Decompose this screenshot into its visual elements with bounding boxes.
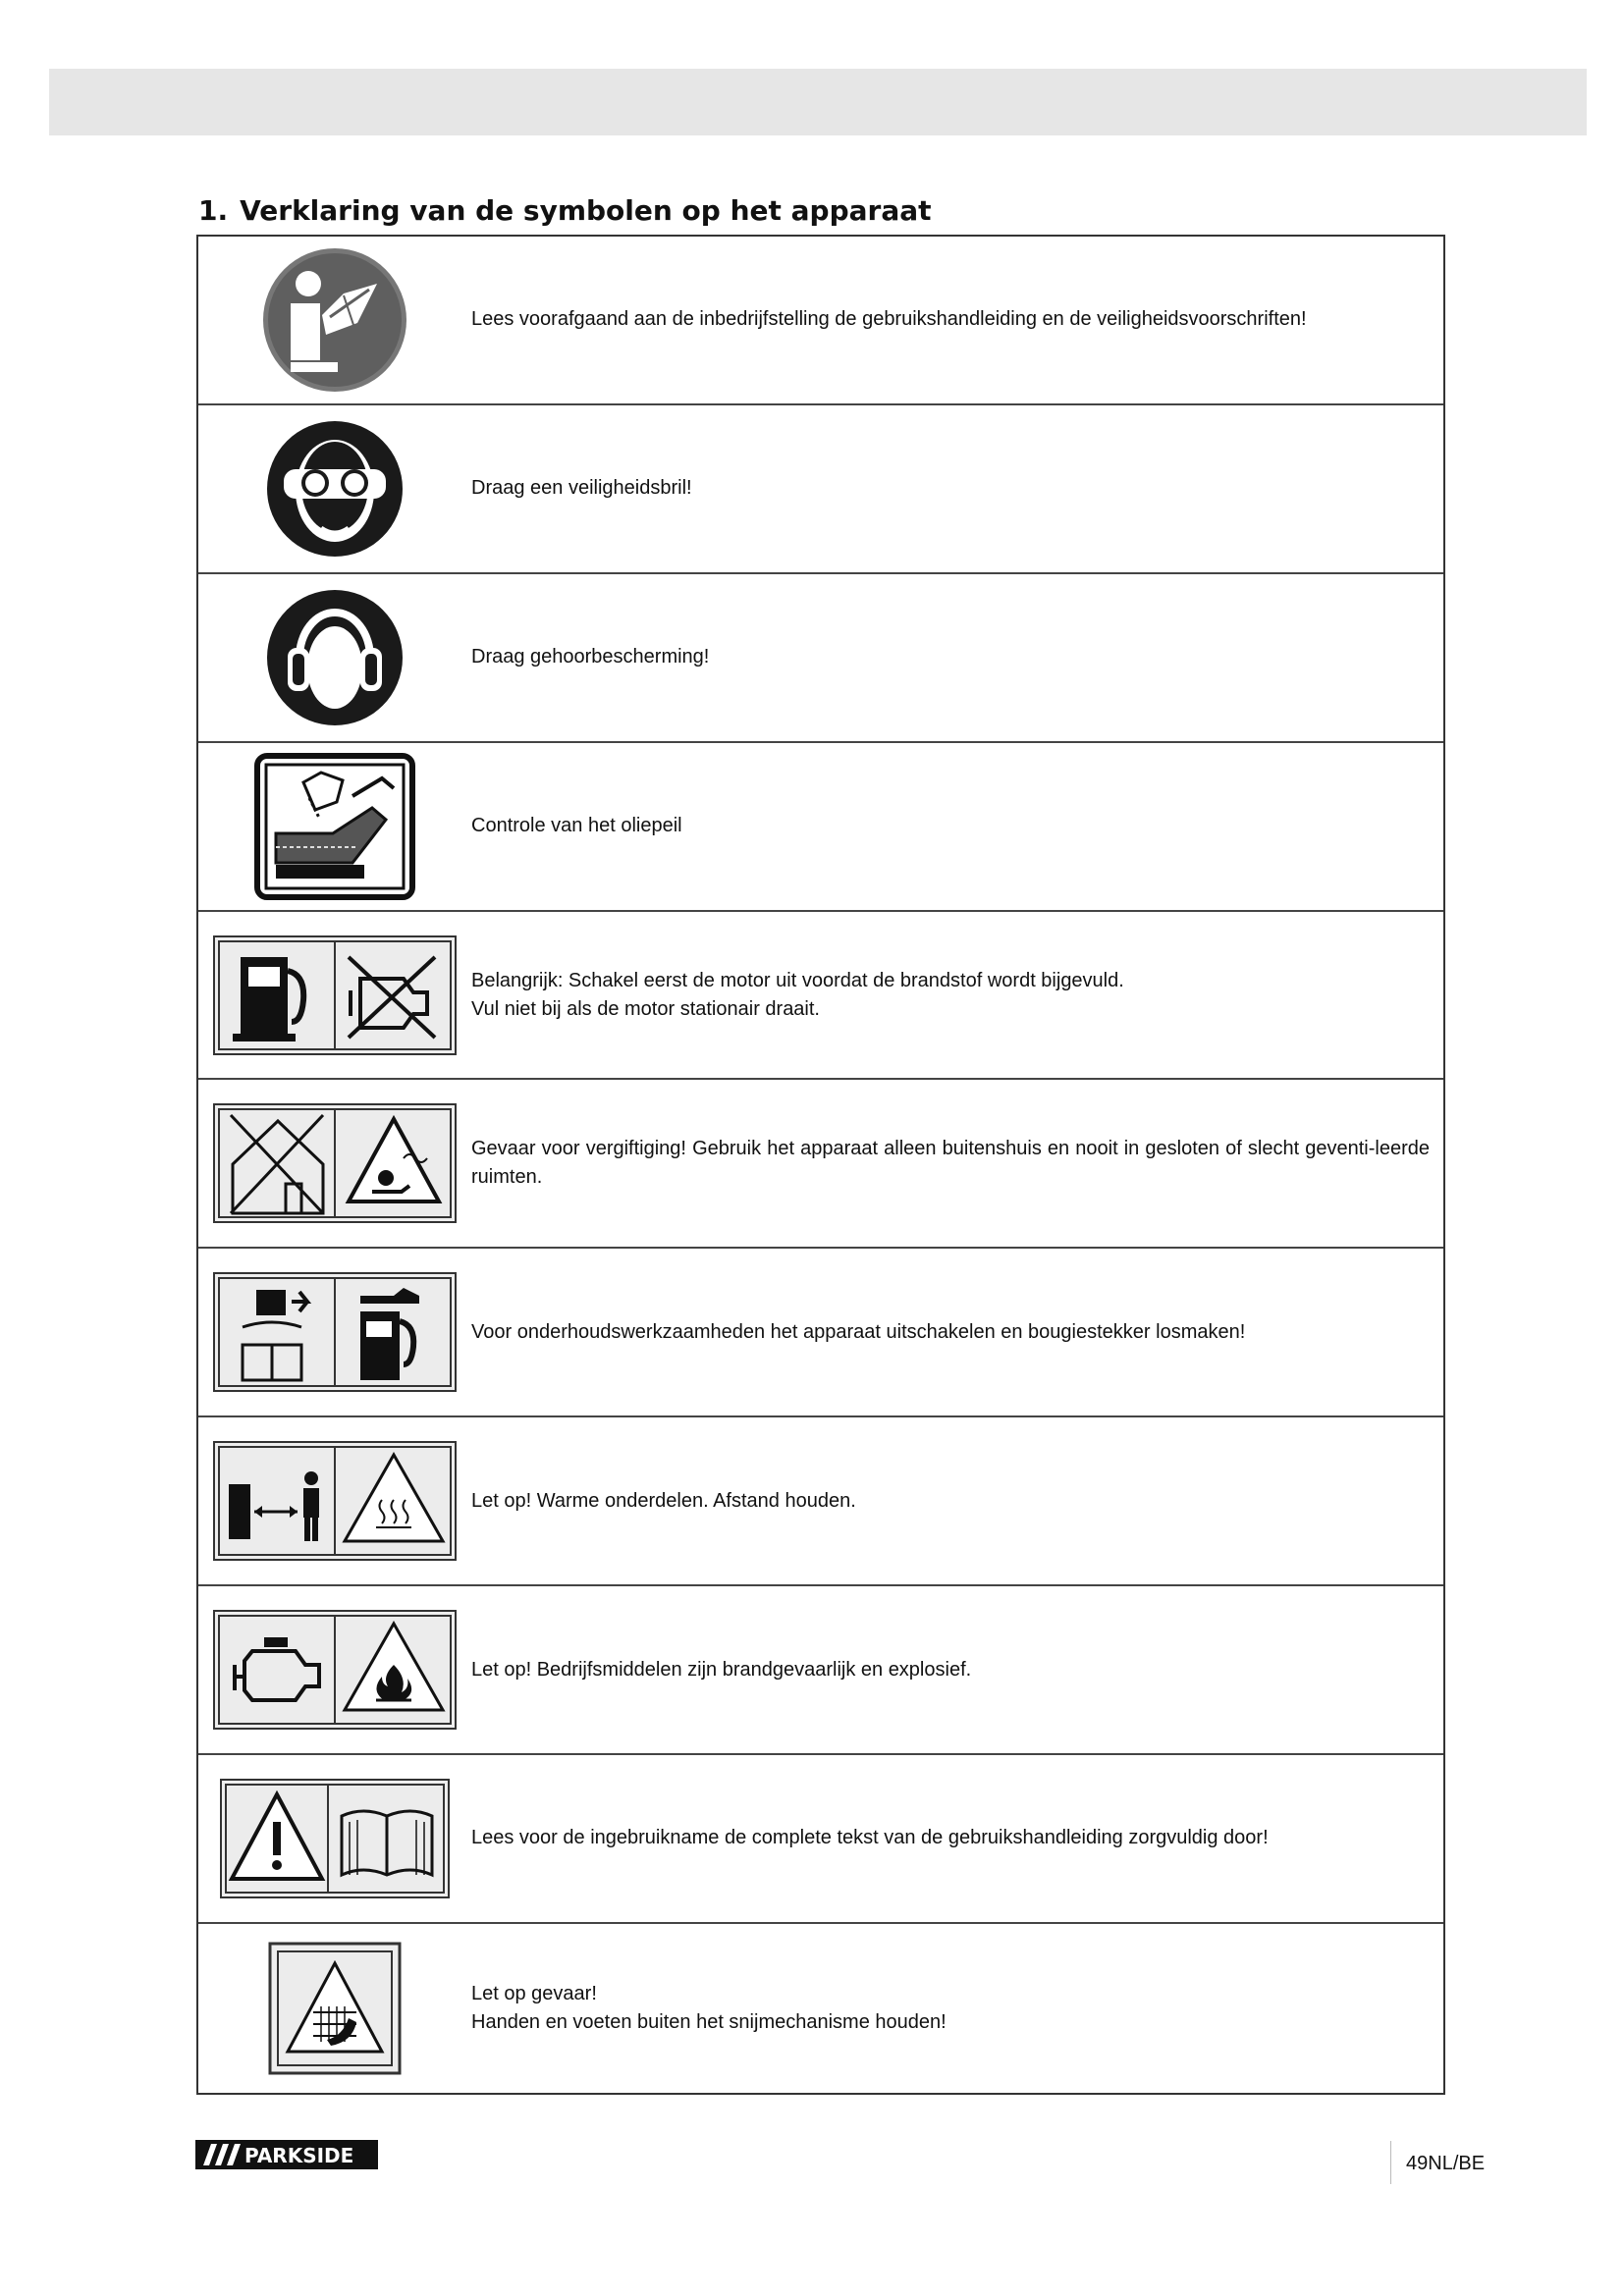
flammable-fuel-icon	[213, 1610, 457, 1730]
symbol-table	[196, 235, 1445, 2095]
symbol-row-cutting-danger	[198, 1924, 1443, 2093]
footer-divider	[1390, 2141, 1391, 2184]
page-number: 49NL/BE	[1406, 2153, 1486, 2174]
section-heading	[198, 194, 932, 227]
cutting-danger-icon	[268, 1942, 402, 2075]
symbol-row-oil-level	[198, 743, 1443, 912]
symbol-row-maintenance	[198, 1249, 1443, 1417]
symbol-description: Draag een veiligheidsbril!	[471, 477, 692, 500]
warning-manual-icon	[220, 1779, 450, 1898]
ear-protection-icon	[266, 589, 404, 726]
hot-parts-distance-icon	[213, 1441, 457, 1561]
symbol-row-ear-protection	[198, 574, 1443, 743]
maintenance-spark-plug-icon	[213, 1272, 457, 1392]
no-indoor-poison-icon	[213, 1103, 457, 1223]
section-title: Verklaring van de symbolen op het apparaat	[240, 194, 932, 227]
symbol-description: Voor onderhoudswerkzaamheden het apparaat uitschakelen en bougiestekker losmaken!	[471, 1320, 1246, 1343]
symbol-description: Let op gevaar!	[471, 1982, 597, 2004]
symbol-row-read-manual	[198, 237, 1443, 405]
symbol-description: Let op! Warme onderdelen. Afstand houden.	[471, 1489, 856, 1512]
symbol-description: Lees voorafgaand aan de inbedrijfstelling de gebruikshandleiding en de veiligheidsvoorschriften!	[471, 308, 1307, 331]
section-number: 1.	[198, 194, 229, 227]
read-manual-icon	[261, 246, 408, 394]
safety-goggles-icon	[266, 420, 404, 558]
symbol-description: Belangrijk: Schakel eerst de motor uit voordat de brandstof wordt bijgevuld.	[471, 969, 1124, 991]
symbol-description: Handen en voeten buiten het snijmechanisme houden!	[471, 2010, 947, 2033]
symbol-row-fuel-engine-off	[198, 912, 1443, 1081]
symbol-row-hot-parts	[198, 1417, 1443, 1586]
brand-name: PARKSIDE	[244, 2144, 354, 2167]
symbol-description: Let op! Bedrijfsmiddelen zijn brandgevaarlijk en explosief.	[471, 1658, 972, 1681]
symbol-description: Draag gehoorbescherming!	[471, 646, 710, 668]
symbol-description: Gevaar voor vergiftiging! Gebruik het apparaat alleen buitenshuis en nooit in gesloten of slecht geventi-leerde ruimten.	[471, 1138, 1430, 1189]
fuel-engine-off-icon	[213, 935, 457, 1055]
symbol-row-warning-manual	[198, 1755, 1443, 1924]
parkside-logo	[195, 2140, 378, 2169]
symbol-row-safety-goggles	[198, 405, 1443, 574]
symbol-description: Controle van het oliepeil	[471, 815, 682, 837]
oil-level-icon	[254, 753, 415, 900]
symbol-description: Lees voor de ingebruikname de complete tekst van de gebruikshandleiding zorgvuldig door!	[471, 1827, 1269, 1849]
symbol-row-poison	[198, 1080, 1443, 1249]
symbol-description: Vul niet bij als de motor stationair draait.	[471, 997, 820, 1020]
header-band	[49, 69, 1587, 135]
symbol-row-flammable	[198, 1586, 1443, 1755]
